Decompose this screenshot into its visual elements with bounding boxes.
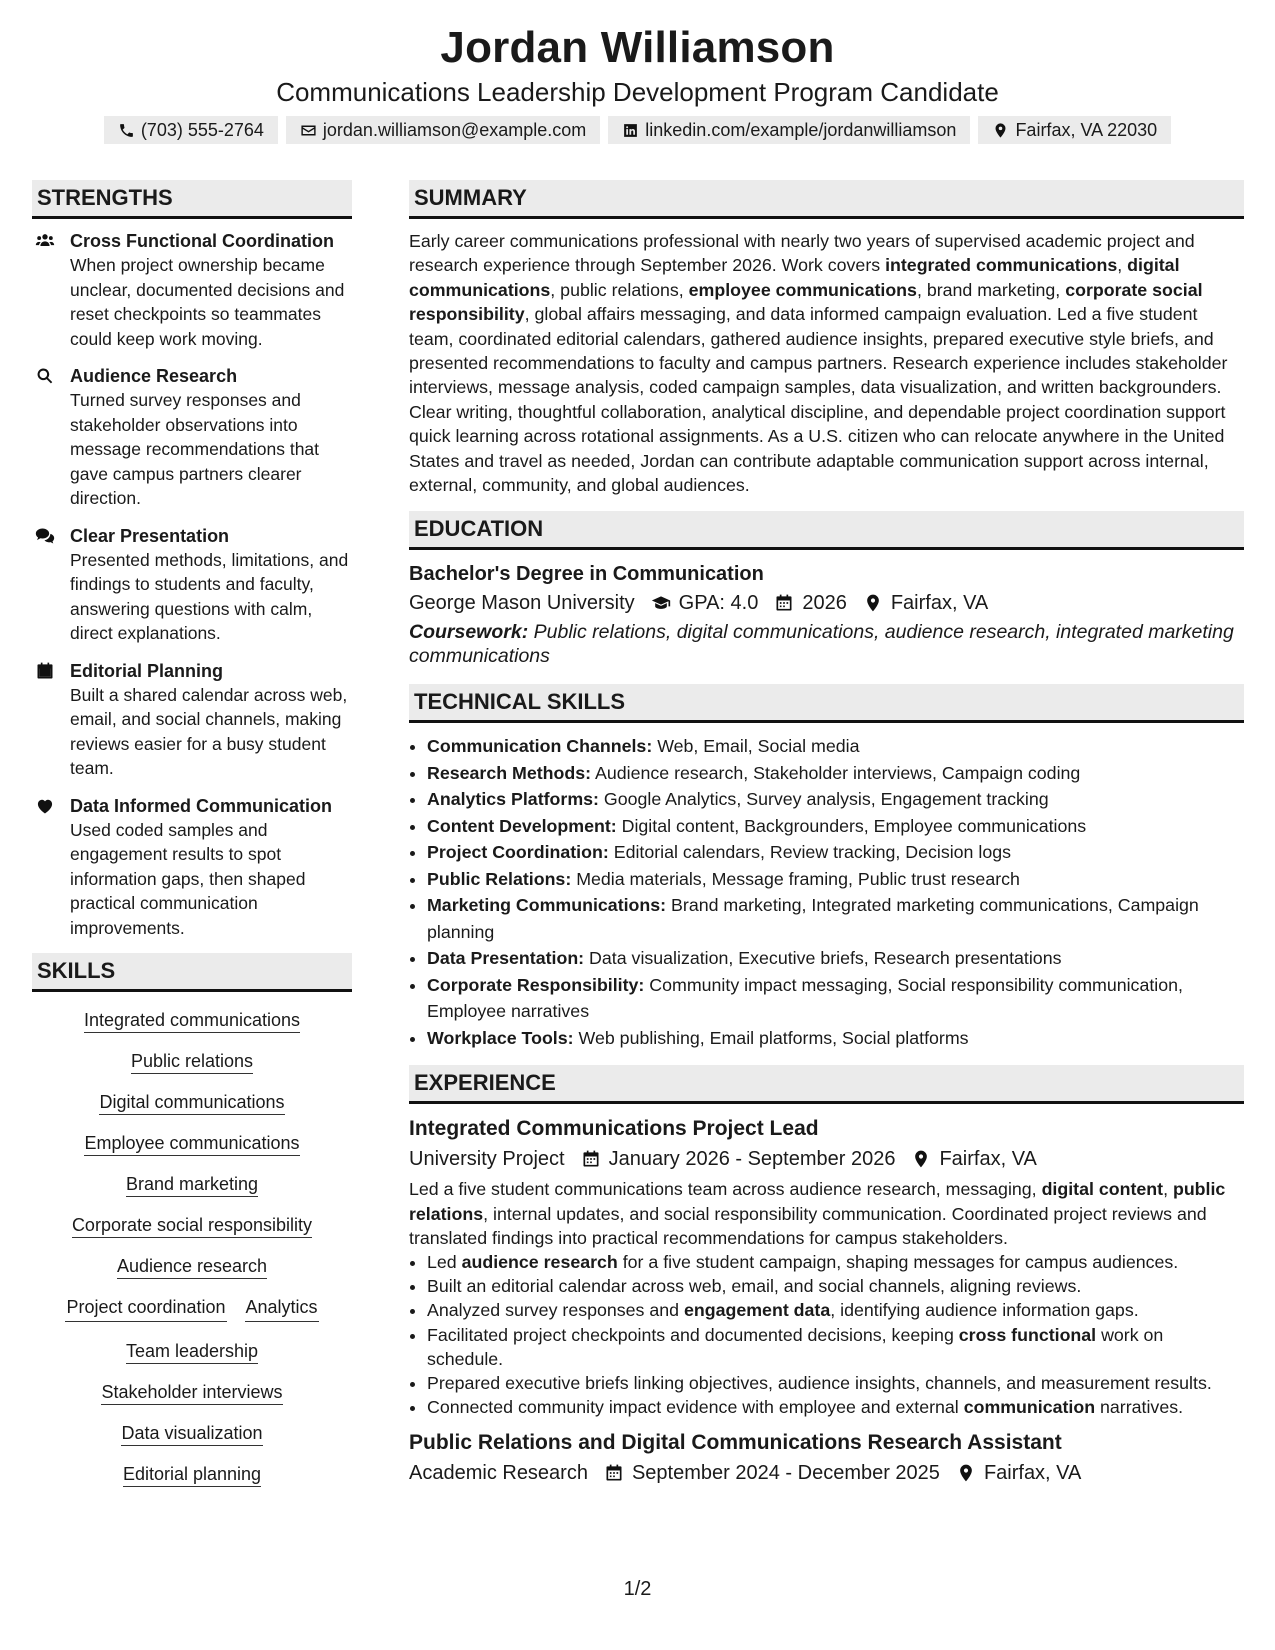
right-column	[409, 180, 1244, 1488]
strength-item	[32, 364, 352, 511]
technical-skill-item	[427, 839, 1244, 866]
technical-skill-item	[427, 733, 1244, 760]
contact-text: Fairfax, VA 22030	[1015, 120, 1158, 140]
text-segment: Analyzed survey responses and	[427, 1300, 684, 1321]
strength-title: Cross Functional Coordination	[70, 231, 334, 251]
technical-skill-label: Marketing Communications:	[427, 895, 667, 916]
bold-keyword: engagement data	[684, 1300, 831, 1321]
strength-item	[32, 229, 352, 351]
bold-keyword: public relations	[409, 1179, 1226, 1224]
text-segment: Prepared executive briefs linking objectives, audience insights, channels, and measurement results.	[427, 1373, 1212, 1394]
technical-skill-value: Digital content, Backgrounders, Employee communications	[616, 815, 1087, 836]
experience-entry	[409, 1114, 1244, 1419]
technical-skill-label: Research Methods:	[427, 762, 592, 783]
envelope-icon	[300, 122, 317, 139]
technical-skills-heading: TECHNICAL SKILLS	[409, 684, 1244, 723]
strengths-heading: STRENGTHS	[32, 180, 352, 219]
bold-keyword: integrated communications	[885, 255, 1118, 276]
map-pin-icon	[992, 122, 1009, 139]
education-heading: EDUCATION	[409, 511, 1244, 550]
school-location: Fairfax, VA	[890, 592, 989, 615]
technical-skill-label: Public Relations:	[427, 868, 572, 889]
text-segment: , brand marketing,	[916, 279, 1066, 300]
phone-icon	[118, 122, 135, 139]
technical-skill-value: Media materials, Message framing, Public trust research	[571, 868, 1020, 889]
skill-tag: Stakeholder interviews	[101, 1382, 282, 1405]
text-segment: ,	[1163, 1179, 1173, 1200]
strength-title: Audience Research	[70, 366, 238, 386]
technical-skill-item	[427, 813, 1244, 840]
skill-tag: Team leadership	[126, 1341, 258, 1364]
linkedin-icon	[622, 122, 639, 139]
technical-skill-label: Analytics Platforms:	[427, 789, 599, 810]
text-segment: Built an editorial calendar across web, email, and social channels, aligning reviews.	[427, 1276, 1082, 1297]
strength-item	[32, 794, 352, 941]
text-segment: , global affairs messaging, and data informed campaign evaluation. Led a five student team, coordinated editorial calendars, gathered audience insights, prepared executive style briefs, and presented recommendations to faculty and campus partners. Research experience includes stakeholder interviews, message analysis, coded campaign samples, data visualization, and written backgrounders. Clear writing, thoughtful collaboration, analytical discipline, and dependable project coordination support quick learning across rotational assignments. As a U.S. citizen who can relocate anywhere in the United States and travel as needed, Jordan can contribute adaptable communication support across internal, external, community, and global audiences.	[409, 304, 1228, 496]
job-bullet	[427, 1371, 1244, 1395]
strength-title: Data Informed Communication	[70, 795, 333, 816]
strength-desc: Turned survey responses and stakeholder observations into message recommendations that gave campus partners clearer direction.	[70, 390, 320, 508]
calendar-icon	[581, 1149, 601, 1169]
technical-skill-item	[427, 786, 1244, 813]
skill-tag: Data visualization	[121, 1423, 262, 1446]
bold-keyword: digital content	[1041, 1179, 1164, 1200]
job-title: Integrated Communications Project Lead	[409, 1117, 819, 1141]
skills-list	[32, 1002, 352, 1497]
technical-skill-value: Google Analytics, Survey analysis, Engagement tracking	[598, 789, 1049, 810]
skill-tag: Public relations	[131, 1051, 253, 1074]
text-segment: Led	[427, 1252, 462, 1273]
text-segment: Early career communications professional with nearly two years of supervised academic project and research experience through September 2026. Work covers	[409, 231, 1195, 276]
bold-keyword: audience research	[461, 1252, 618, 1273]
technical-skill-value: Community impact messaging, Social responsibility communication, Employee narratives	[427, 974, 1183, 1022]
text-segment: Facilitated project checkpoints and documented decisions, keeping	[427, 1324, 959, 1345]
job-meta	[409, 1458, 1244, 1488]
technical-skill-label: Data Presentation:	[427, 948, 585, 969]
technical-skill-value: Data visualization, Executive briefs, Research presentations	[584, 948, 1062, 969]
technical-skill-item	[427, 892, 1244, 945]
contact-linkedin[interactable]	[608, 116, 970, 144]
technical-skills-list	[409, 733, 1244, 1051]
job-bullet	[427, 1323, 1244, 1371]
technical-skill-label: Corporate Responsibility:	[427, 974, 645, 995]
bold-keyword: cross functional	[958, 1324, 1097, 1345]
skill-tag: Integrated communications	[84, 1010, 300, 1033]
strength-desc: Presented methods, limitations, and findings to students and faculty, answering questions with calm, direct explanations.	[70, 549, 349, 643]
skill-tag: Project coordination	[65, 1295, 226, 1322]
strength-desc: Used coded samples and engagement results to spot information gaps, then shaped practical communication improvements.	[70, 819, 306, 938]
bold-keyword: employee communications	[688, 279, 917, 300]
job-location: Fairfax, VA	[939, 1148, 1037, 1171]
calendar-icon	[774, 593, 794, 613]
contact-text: (703) 555-2764	[140, 120, 264, 140]
skill-tag: Editorial planning	[123, 1464, 261, 1487]
degree-title: Bachelor's Degree in Communication	[409, 563, 764, 586]
map-pin-icon	[911, 1149, 931, 1169]
strength-desc: Built a shared calendar across web, email, and social channels, making reviews easier for a busy student team.	[70, 684, 348, 778]
contact-email[interactable]	[286, 116, 600, 144]
bold-keyword: communication	[963, 1397, 1096, 1418]
job-bullets	[409, 1250, 1244, 1419]
technical-skill-label: Project Coordination:	[427, 842, 609, 863]
text-segment: Led a five student communications team across audience research, messaging,	[409, 1179, 1042, 1200]
skill-tag: Corporate social responsibility	[72, 1215, 312, 1238]
job-organization: University Project	[409, 1148, 565, 1171]
gpa: GPA: 4.0	[678, 592, 759, 615]
text-segment: narratives.	[1095, 1397, 1184, 1418]
job-location: Fairfax, VA	[983, 1461, 1082, 1484]
experience-list	[409, 1114, 1244, 1487]
technical-skill-label: Workplace Tools:	[427, 1027, 574, 1048]
job-bullet	[427, 1298, 1244, 1322]
contact-bar	[0, 116, 1275, 144]
technical-skill-value: Editorial calendars, Review tracking, Decision logs	[608, 842, 1011, 863]
skill-tag: Digital communications	[99, 1092, 284, 1115]
technical-skill-label: Communication Channels:	[427, 736, 653, 757]
job-dates: September 2024 - December 2025	[631, 1461, 940, 1484]
job-organization: Academic Research	[409, 1461, 588, 1484]
job-title: Public Relations and Digital Communications Research Assistant	[409, 1430, 1062, 1454]
job-description	[409, 1177, 1244, 1250]
coursework-label: Coursework:	[409, 621, 529, 644]
strength-title: Editorial Planning	[70, 660, 224, 681]
calendar-icon	[35, 661, 55, 681]
technical-skill-value: Web, Email, Social media	[652, 736, 860, 757]
experience-heading: EXPERIENCE	[409, 1065, 1244, 1104]
heart-icon	[35, 796, 55, 816]
technical-skill-item	[427, 1025, 1244, 1052]
calendar-icon	[604, 1463, 624, 1483]
map-pin-icon	[956, 1463, 976, 1483]
coursework	[409, 620, 1244, 668]
text-segment: , identifying audience information gaps.	[830, 1300, 1139, 1321]
school-name: George Mason University	[409, 592, 635, 615]
skills-heading: SKILLS	[32, 953, 352, 992]
contact-phone[interactable]	[104, 116, 278, 144]
technical-skill-label: Content Development:	[427, 815, 617, 836]
strength-item	[32, 659, 352, 781]
left-column	[32, 180, 352, 1497]
technical-skill-value: Brand marketing, Integrated marketing communications, Campaign planning	[427, 895, 1199, 942]
candidate-name: Jordan Williamson	[440, 23, 835, 72]
text-segment: , internal updates, and social responsibility communication. Coordinated project reviews and translated findings into practical recommendations for campus stakeholders.	[409, 1203, 1207, 1248]
comments-icon	[35, 526, 55, 546]
skill-tag: Audience research	[117, 1256, 267, 1279]
resume-header	[0, 0, 1275, 144]
coursework-text: Public relations, digital communications, audience research, integrated marketing communications	[409, 621, 1234, 668]
skill-tag: Analytics	[245, 1295, 319, 1322]
text-segment: work on schedule.	[427, 1324, 1164, 1369]
technical-skill-item	[427, 945, 1244, 972]
technical-skill-value: Web publishing, Email platforms, Social platforms	[573, 1027, 969, 1048]
bold-keyword: digital communications	[409, 255, 1180, 300]
job-bullet	[427, 1274, 1244, 1298]
technical-skill-item	[427, 760, 1244, 787]
technical-skill-item	[427, 972, 1244, 1025]
text-segment: for a five student campaign, shaping messages for campus audiences.	[617, 1252, 1179, 1273]
job-bullet	[427, 1250, 1244, 1274]
technical-skill-value: Audience research, Stakeholder interviews, Campaign coding	[591, 762, 1081, 783]
map-pin-icon	[863, 593, 883, 613]
text-segment: , public relations,	[550, 279, 689, 300]
strength-desc: When project ownership became unclear, documented decisions and reset checkpoints so teammates could keep work moving.	[70, 255, 345, 349]
page-number: 1/2	[623, 1578, 652, 1600]
education-meta	[409, 588, 1244, 618]
bold-keyword: corporate social responsibility	[409, 279, 1203, 325]
job-bullet	[427, 1395, 1244, 1419]
job-meta	[409, 1144, 1244, 1174]
strength-title: Clear Presentation	[70, 525, 230, 546]
text-segment: ,	[1117, 255, 1128, 276]
skill-tag: Brand marketing	[126, 1174, 258, 1197]
candidate-title: Communications Leadership Development Program Candidate	[276, 77, 999, 107]
contact-text: jordan.williamson@example.com	[322, 120, 587, 140]
contact-location	[978, 116, 1171, 144]
search-icon	[35, 366, 55, 386]
technical-skill-item	[427, 866, 1244, 893]
summary-heading: SUMMARY	[409, 180, 1244, 219]
graduation-cap-icon	[651, 593, 671, 613]
contact-text: linkedin.com/example/jordanwilliamson	[645, 120, 957, 140]
experience-entry	[409, 1428, 1244, 1488]
summary-text	[409, 229, 1244, 497]
job-dates: January 2026 - September 2026	[608, 1148, 896, 1171]
strength-item	[32, 524, 352, 646]
graduation-year: 2026	[802, 592, 847, 615]
skill-tag: Employee communications	[84, 1133, 299, 1156]
users-icon	[35, 231, 55, 251]
text-segment: Connected community impact evidence with employee and external	[427, 1397, 964, 1418]
